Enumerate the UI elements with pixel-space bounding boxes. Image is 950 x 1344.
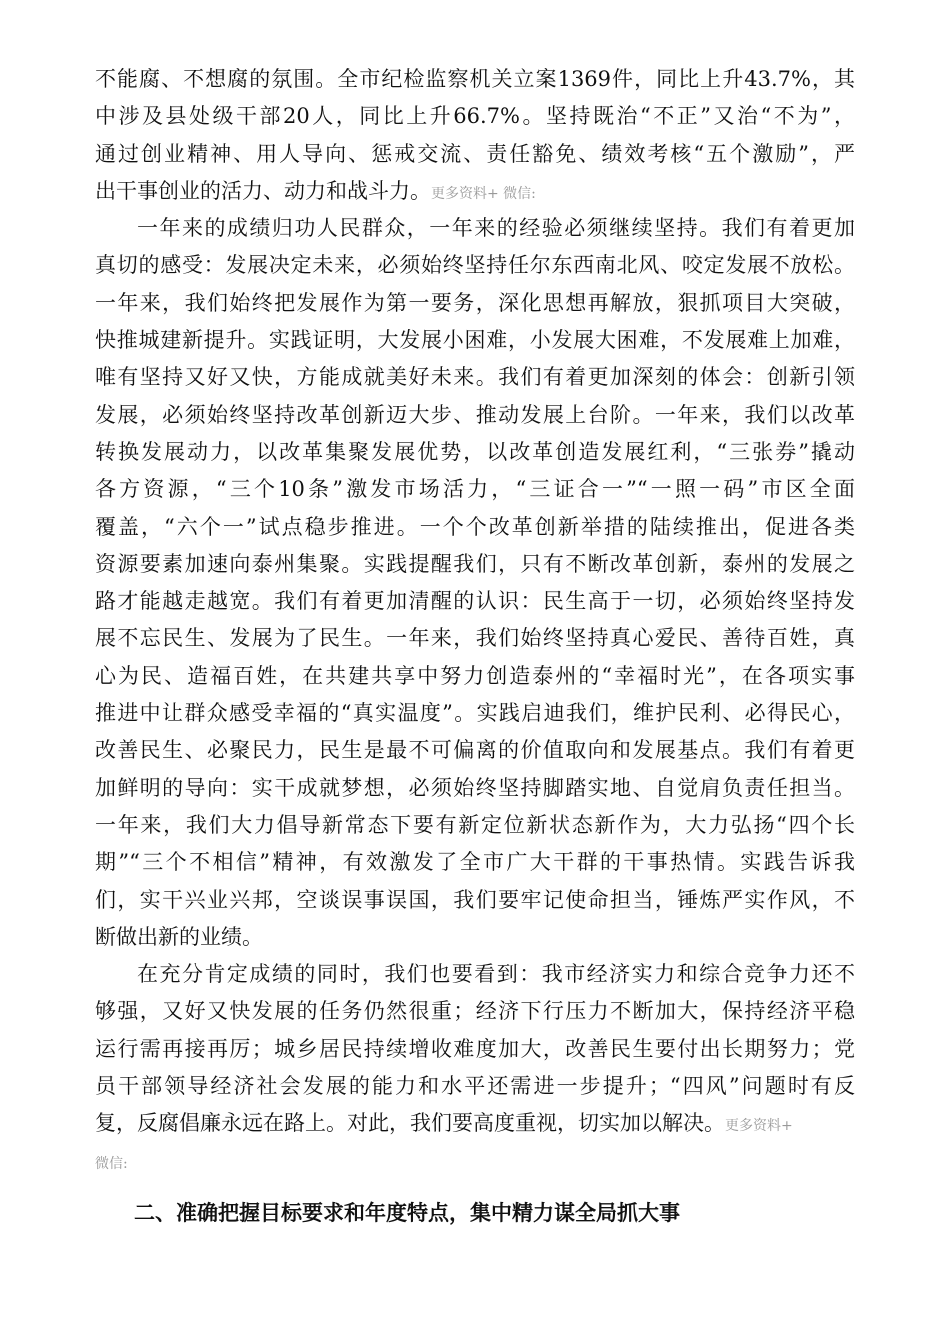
line-text: 真切的感受：发展决定未来，必须始终坚持任尔东西南北风、咬定发展不放松。 [95, 253, 855, 278]
line-text: 通过创业精神、用人导向、惩戒交流、责任豁免、绩效考核“五个激励”，严 [95, 141, 855, 166]
line-text: 不能腐、不想腐的氛围。全市纪检监察机关立案1369件，同比上升43.7%，其 [95, 67, 855, 91]
text-line [95, 509, 855, 546]
line-text: 路才能越走越宽。我们有着更加清醒的认识：民生高于一切，必须始终坚持发 [95, 589, 855, 614]
text-line [95, 732, 855, 769]
line-text: 转换发展动力，以改革集聚发展优势，以改革创造发展红利，“三张券”撬动 [95, 439, 855, 464]
line-text: 够强，又好又快发展的任务仍然很重；经济下行压力不断加大，保持经济平稳 [95, 999, 855, 1024]
text-line [95, 882, 855, 919]
text-line [95, 285, 855, 322]
text-line [95, 807, 855, 844]
line-text: 一年来的成绩归功人民群众，一年来的经验必须继续坚持。我们有着更加 [137, 216, 855, 241]
text-line [95, 397, 855, 434]
line-text: 资源要素加速向泰州集聚。实践提醒我们，只有不断改革创新，泰州的发展之 [95, 551, 855, 576]
text-line [95, 695, 855, 732]
line-text: 复，反腐倡廉永远在路上。对此，我们要高度重视，切实加以解决。 [95, 1111, 725, 1136]
section-heading: 二、准确把握目标要求和年度特点，集中精力谋全局抓大事 [134, 1201, 680, 1225]
line-text: 中涉及县处级干部20人，同比上升66.7%。坚持既治“不正”又治“不为”， [95, 104, 855, 129]
paragraph [95, 956, 855, 1180]
text-line [95, 1068, 855, 1105]
text-line [95, 61, 855, 98]
text-line [95, 658, 855, 695]
line-text: 期”“三个不相信”精神，有效激发了全市广大干群的干事热情。实践告诉我 [95, 850, 855, 875]
text-line [95, 1031, 855, 1068]
line-text: 覆盖，“六个一”试点稳步推进。一个个改革创新举措的陆续推出，促进各类 [95, 514, 855, 539]
watermark-note: 更多资料+ 微信: [431, 185, 536, 202]
line-text: 运行需再接再厉；城乡居民持续增收难度加大，改善民生要付出长期努力；党 [95, 1036, 855, 1061]
line-text: 推进中让群众感受幸福的“真实温度”。实践启迪我们，维护民利、必得民心， [95, 701, 855, 726]
text-line [95, 359, 855, 396]
text-line [95, 1105, 855, 1142]
watermark-note: 微信: [95, 1155, 128, 1172]
text-line [95, 844, 855, 881]
line-text: 加鲜明的导向：实干成就梦想，必须始终坚持脚踏实地、自觉肩负责任担当。 [95, 775, 855, 800]
text-line [95, 471, 855, 508]
line-text: 在充分肯定成绩的同时，我们也要看到：我市经济实力和综合竞争力还不 [137, 962, 855, 987]
line-text: 员干部领导经济社会发展的能力和水平还需进一步提升；“四风”问题时有反 [95, 1074, 855, 1099]
line-text: 一年来，我们始终把发展作为第一要务，深化思想再解放，狠抓项目大突破， [95, 290, 855, 315]
text-line [95, 173, 855, 210]
text-line [95, 1143, 855, 1180]
text-line [95, 956, 855, 993]
text-line [95, 136, 855, 173]
line-text: 心为民、造福百姓，在共建共享中努力创造泰州的“幸福时光”，在各项实事 [95, 663, 856, 688]
line-text: 断做出新的业绩。 [95, 924, 263, 949]
text-line [95, 993, 855, 1030]
text-line [95, 434, 855, 471]
line-text: 各方资源，“三个10条”激发市场活力，“三证合一”“一照一码”市区全面 [95, 477, 855, 502]
text-line [95, 210, 855, 247]
line-text: 快推城建新提升。实践证明，大发展小困难，小发展大困难，不发展难上加难， [95, 328, 855, 353]
document-body [95, 61, 855, 1180]
text-line [95, 919, 855, 956]
line-text: 展不忘民生、发展为了民生。一年来，我们始终坚持真心爱民、善待百姓，真 [95, 626, 855, 651]
watermark-note: 更多资料+ [725, 1118, 793, 1135]
line-text: 改善民生、必聚民力，民生是最不可偏离的价值取向和发展基点。我们有着更 [95, 738, 855, 763]
text-line [95, 98, 855, 135]
text-line [95, 546, 855, 583]
line-text: 一年来，我们大力倡导新常态下要有新定位新状态新作为，大力弘扬“四个长 [95, 812, 855, 837]
text-line [95, 247, 855, 284]
text-line [95, 322, 855, 359]
text-line [95, 770, 855, 807]
text-line [95, 583, 855, 620]
line-text: 们，实干兴业兴邦，空谈误事误国，我们要牢记使命担当，锤炼严实作风，不 [95, 887, 855, 912]
line-text: 发展，必须始终坚持改革创新迈大步、推动发展上台阶。一年来，我们以改革 [95, 402, 855, 427]
paragraph [95, 61, 855, 210]
line-text: 唯有坚持又好又快，方能成就美好未来。我们有着更加深刻的体会：创新引领 [95, 365, 855, 390]
paragraph [95, 210, 855, 956]
line-text: 出干事创业的活力、动力和战斗力。 [95, 178, 431, 203]
text-line [95, 620, 855, 657]
